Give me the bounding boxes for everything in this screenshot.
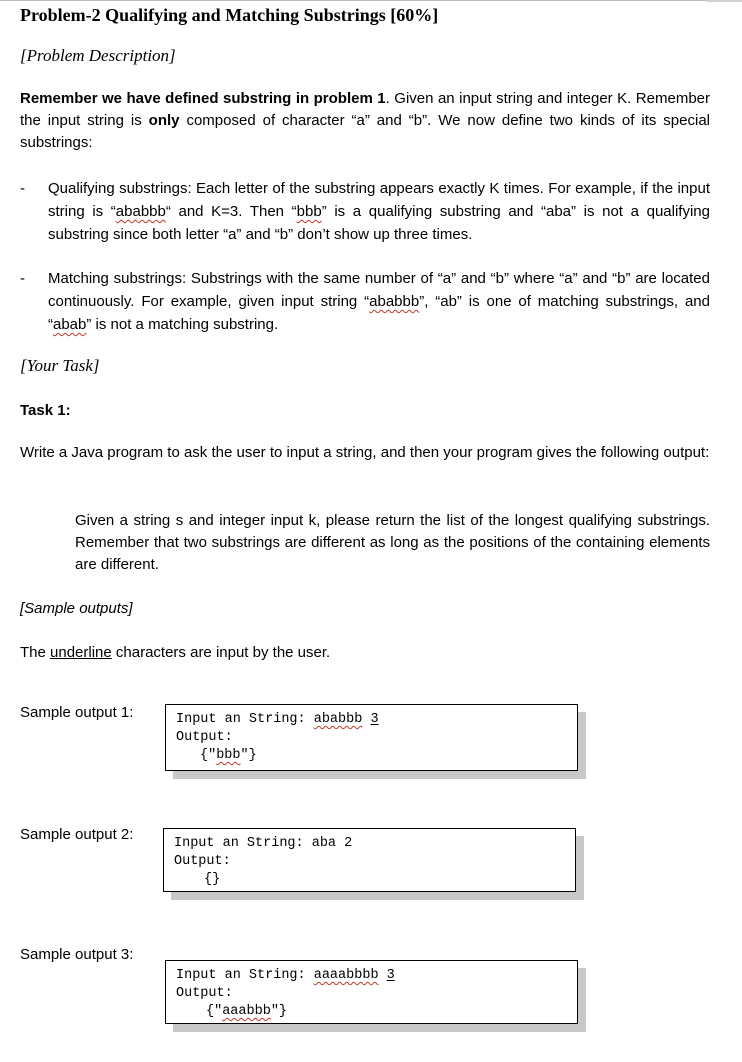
top-rule <box>0 0 742 1</box>
bullet-text-part: “ and K=3. Then “ <box>165 203 297 220</box>
spellcheck-word: ababbb <box>115 203 166 220</box>
intro-text-2: . Given an input string and integer K. Remember the input string is <box>20 90 710 129</box>
bullet-text-part: ”, “ab” is one of matching substrings, and “ <box>48 293 710 333</box>
bullet-text-part: ” is a qualifying substring and “aba” is not a qualifying substring since both letter “a” and “b” don’t show up three times. <box>48 203 710 243</box>
task1-text: Write a Java program to ask the user to input a string, and then your program gives the following output: <box>20 444 710 461</box>
bullet-text-part: ” is not a matching substring. <box>86 316 279 333</box>
result-brace-open: {" <box>200 748 217 763</box>
user-input-k: 3 <box>370 712 379 727</box>
bullet-text-part: Qualifying substrings: Each letter of the substring appears exactly K times. For example, if the input string is “ <box>48 180 710 220</box>
user-input-string: aaaabbbb <box>313 968 379 983</box>
console-input-line <box>176 967 567 985</box>
console-input-line <box>176 711 567 729</box>
intro-text-4: composed of character “a” and “b”. We now define two kinds of its special substrings: <box>20 112 711 151</box>
bullet-matching-text <box>48 267 710 336</box>
sample-output-2-label: Sample output 2: <box>20 826 134 843</box>
result-word: bbb <box>216 748 241 763</box>
result-brace-close: "} <box>240 748 257 763</box>
note-text: The <box>20 644 51 661</box>
intro-bold-only: only <box>148 112 180 129</box>
problem-description-heading: [Problem Description] <box>20 46 176 65</box>
console-prompt: Input an String: <box>176 712 314 727</box>
console-output-label: Output: <box>174 854 231 869</box>
intro-bold-1: Remember we have defined substring in problem 1 <box>20 90 386 107</box>
corner-line <box>706 0 742 2</box>
your-task-heading: [Your Task] <box>20 356 100 375</box>
console-result <box>176 747 567 765</box>
user-input-k: 3 <box>386 968 395 983</box>
task1-heading: Task 1: <box>20 402 71 419</box>
bullet-dash: - <box>20 270 25 287</box>
console-output-label: Output: <box>176 730 233 745</box>
console-result <box>176 1003 567 1021</box>
bullet-qualifying-text <box>48 177 710 246</box>
note-text: characters are input by the user. <box>111 644 331 661</box>
spellcheck-word: bbb <box>296 203 322 220</box>
sample-outputs-heading: [Sample outputs] <box>20 600 133 617</box>
console-input-line: Input an String: aba 2 <box>174 836 353 851</box>
sample-output-1-console <box>165 704 578 771</box>
result-brace-close: "} <box>270 1004 288 1019</box>
sample-output-1-label: Sample output 1: <box>20 704 134 721</box>
result-word: aaabbb <box>222 1004 271 1019</box>
result-brace-open: {" <box>206 1004 223 1019</box>
console-result: {} <box>204 872 221 887</box>
sample-output-2-console <box>163 828 576 892</box>
underline-note <box>20 642 710 664</box>
spellcheck-word: abab <box>53 316 87 333</box>
note-underlined-word: underline <box>50 644 112 661</box>
console-output-label: Output: <box>176 986 233 1001</box>
user-input-string: ababbb <box>313 712 363 727</box>
spellcheck-word: ababbb <box>369 293 420 310</box>
intro-paragraph <box>20 88 710 154</box>
page-title: Problem-2 Qualifying and Matching Substrings [60%] <box>20 5 439 25</box>
bullet-text-part: Matching substrings: Substrings with the same number of “a” and “b” where “a” and “b” are located continuously. For example, given input string “ <box>48 270 710 310</box>
sample-output-3-console <box>165 960 578 1024</box>
console-prompt: Input an String: <box>176 968 314 983</box>
task1-indented-text: Given a string s and integer input k, please return the list of the longest qualifying substrings. Remember that two substrings are different as long as the positions of the containing elements are different. <box>75 512 710 573</box>
sample-output-3-label: Sample output 3: <box>20 946 134 963</box>
bullet-dash: - <box>20 180 25 197</box>
